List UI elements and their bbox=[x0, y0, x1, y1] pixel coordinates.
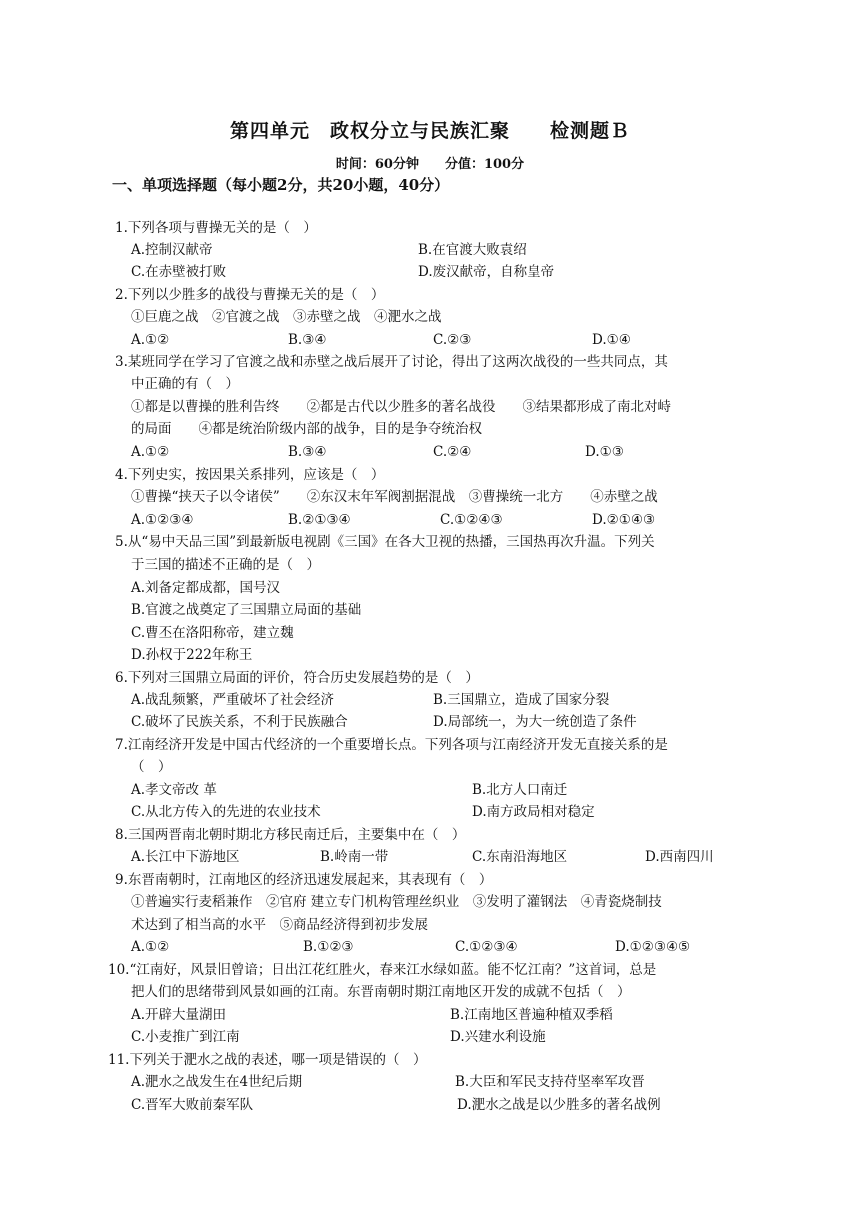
question-6-stem: 6.下列对三国鼎立局面的评价，符合历史发展趋势的是（ ） bbox=[115, 670, 479, 686]
question-9-option-a: A.①② bbox=[131, 939, 170, 955]
question-5-option-b: B.官渡之战奠定了三国鼎立局面的基础 bbox=[131, 602, 362, 618]
question-7-option-a: A.孝文帝改 革 bbox=[131, 782, 217, 798]
question-11-option-b: B.大臣和军民支持苻坚率军攻晋 bbox=[455, 1074, 645, 1090]
question-10-option-a: A.开辟大量湖田 bbox=[131, 1007, 227, 1023]
question-10-option-d: D.兴建水利设施 bbox=[450, 1029, 546, 1045]
question-11-option-a: A.淝水之战发生在4世纪后期 bbox=[131, 1074, 303, 1090]
question-11-option-c: C.晋军大败前秦军队 bbox=[131, 1097, 254, 1113]
question-6-option-d: D.局部统一，为大一统创造了条件 bbox=[433, 714, 637, 730]
question-5-option-c: C.曹丕在洛阳称帝，建立魏 bbox=[131, 625, 294, 641]
question-6-option-c: C.破坏了民族关系，不利于民族融合 bbox=[131, 714, 348, 730]
question-7-stem-line-1: 7.江南经济开发是中国古代经济的一个重要增长点。下列各项与江南经济开发无直接关系的是 bbox=[115, 737, 668, 753]
question-2-option-b: B.③④ bbox=[288, 332, 327, 348]
question-9-option-b: B.①②③ bbox=[303, 939, 354, 955]
question-3-option-c: C.②④ bbox=[433, 444, 472, 460]
question-6-option-b: B.三国鼎立，造成了国家分裂 bbox=[433, 692, 610, 708]
document-title: 第四单元 政权分立与民族汇聚 检测题Ｂ bbox=[229, 120, 630, 142]
question-8-option-b: B.岭南一带 bbox=[320, 849, 389, 865]
question-8-option-d: D.西南四川 bbox=[645, 849, 714, 865]
question-4-stem: 4.下列史实，按因果关系排列，应该是（ ） bbox=[115, 467, 385, 483]
question-4-items: ①曹操“挟天子以令诸侯” ②东汉末年军阀割据混战 ③曹操统一北方 ④赤壁之战 bbox=[131, 489, 658, 505]
question-3-option-a: A.①② bbox=[131, 444, 170, 460]
question-3-option-d: D.①③ bbox=[585, 444, 624, 460]
question-11-option-d: D.淝水之战是以少胜多的著名战例 bbox=[457, 1097, 661, 1113]
question-2-option-a: A.①② bbox=[131, 332, 170, 348]
question-7-option-b: B.北方人口南迁 bbox=[472, 782, 568, 798]
question-3-option-b: B.③④ bbox=[288, 444, 327, 460]
question-9-stem: 9.东晋南朝时，江南地区的经济迅速发展起来，其表现有（ ） bbox=[115, 872, 493, 888]
question-6-option-a: A.战乱频繁，严重破坏了社会经济 bbox=[131, 692, 335, 708]
question-9-option-d: D.①②③④⑤ bbox=[615, 939, 691, 955]
question-1-stem: 1.下列各项与曹操无关的是（ ） bbox=[115, 220, 317, 236]
question-4-option-b: B.②①③④ bbox=[288, 512, 351, 528]
question-3-stem-line-2: 中正确的有（ ） bbox=[131, 376, 239, 392]
question-5-stem-line-1: 5.从“易中天品三国”到最新版电视剧《三国》在各大卫视的热播，三国热再次升温。下列关 bbox=[115, 534, 655, 550]
question-5-stem-line-2: 于三国的描述不正确的是（ ） bbox=[131, 557, 320, 573]
section-heading: 一、单项选择题（每小题2分，共20小题，40分） bbox=[112, 176, 450, 194]
question-1-option-d: D.废汉献帝，自称皇帝 bbox=[418, 264, 555, 280]
question-10-stem-line-2: 把人们的思绪带到风景如画的江南。东晋南朝时期江南地区开发的成就不包括（ ） bbox=[131, 984, 631, 1000]
question-5-option-d: D.孙权于222年称王 bbox=[131, 647, 253, 663]
question-4-option-d: D.②①④③ bbox=[592, 512, 656, 528]
question-5-option-a: A.刘备定都成都，国号汉 bbox=[131, 580, 281, 596]
question-1-option-a: A.控制汉献帝 bbox=[131, 242, 213, 258]
question-9-items-line-2: 术达到了相当高的水平 ⑤商品经济得到初步发展 bbox=[131, 917, 428, 933]
question-2-option-c: C.②③ bbox=[433, 332, 472, 348]
question-8-stem: 8.三国两晋南北朝时期北方移民南迁后，主要集中在（ ） bbox=[115, 827, 466, 843]
question-7-option-c: C.从北方传入的先进的农业技术 bbox=[131, 804, 321, 820]
question-3-items-line-2: 的局面 ④都是统治阶级内部的战争，目的是争夺统治权 bbox=[131, 421, 482, 437]
question-3-items-line-1: ①都是以曹操的胜利告终 ②都是古代以少胜多的著名战役 ③结果都形成了南北对峙 bbox=[131, 399, 671, 415]
question-1-option-b: B.在官渡大败袁绍 bbox=[418, 242, 527, 258]
question-7-option-d: D.南方政局相对稳定 bbox=[472, 804, 595, 820]
question-10-option-c: C.小麦推广到江南 bbox=[131, 1029, 240, 1045]
question-7-stem-line-2: （ ） bbox=[131, 759, 172, 775]
time-and-score: 时间：60分钟 分值：100分 bbox=[335, 157, 525, 172]
question-2-items: ①巨鹿之战 ②官渡之战 ③赤壁之战 ④淝水之战 bbox=[131, 309, 442, 325]
question-4-option-c: C.①②④③ bbox=[440, 512, 503, 528]
question-3-stem-line-1: 3.某班同学在学习了官渡之战和赤壁之战后展开了讨论，得出了这两次战役的一些共同点，其 bbox=[115, 354, 668, 370]
question-9-items-line-1: ①普遍实行麦稻兼作 ②官府 建立专门机构管理丝织业 ③发明了灌钢法 ④青瓷烧制技 bbox=[131, 894, 662, 910]
question-1-option-c: C.在赤壁被打败 bbox=[131, 264, 227, 280]
question-8-option-a: A.长江中下游地区 bbox=[131, 849, 240, 865]
question-10-option-b: B.江南地区普遍种植双季稻 bbox=[450, 1007, 613, 1023]
question-2-stem: 2.下列以少胜多的战役与曹操无关的是（ ） bbox=[115, 287, 385, 303]
question-9-option-c: C.①②③④ bbox=[455, 939, 518, 955]
question-2-option-d: D.①④ bbox=[592, 332, 631, 348]
question-4-option-a: A.①②③④ bbox=[131, 512, 194, 528]
question-8-option-c: C.东南沿海地区 bbox=[472, 849, 568, 865]
question-10-stem-line-1: 10.“江南好，风景旧曾谙；日出江花红胜火，春来江水绿如蓝。能不忆江南？”这首词，总是 bbox=[108, 962, 657, 978]
question-11-stem: 11.下列关于淝水之战的表述，哪一项是错误的（ ） bbox=[108, 1052, 427, 1068]
